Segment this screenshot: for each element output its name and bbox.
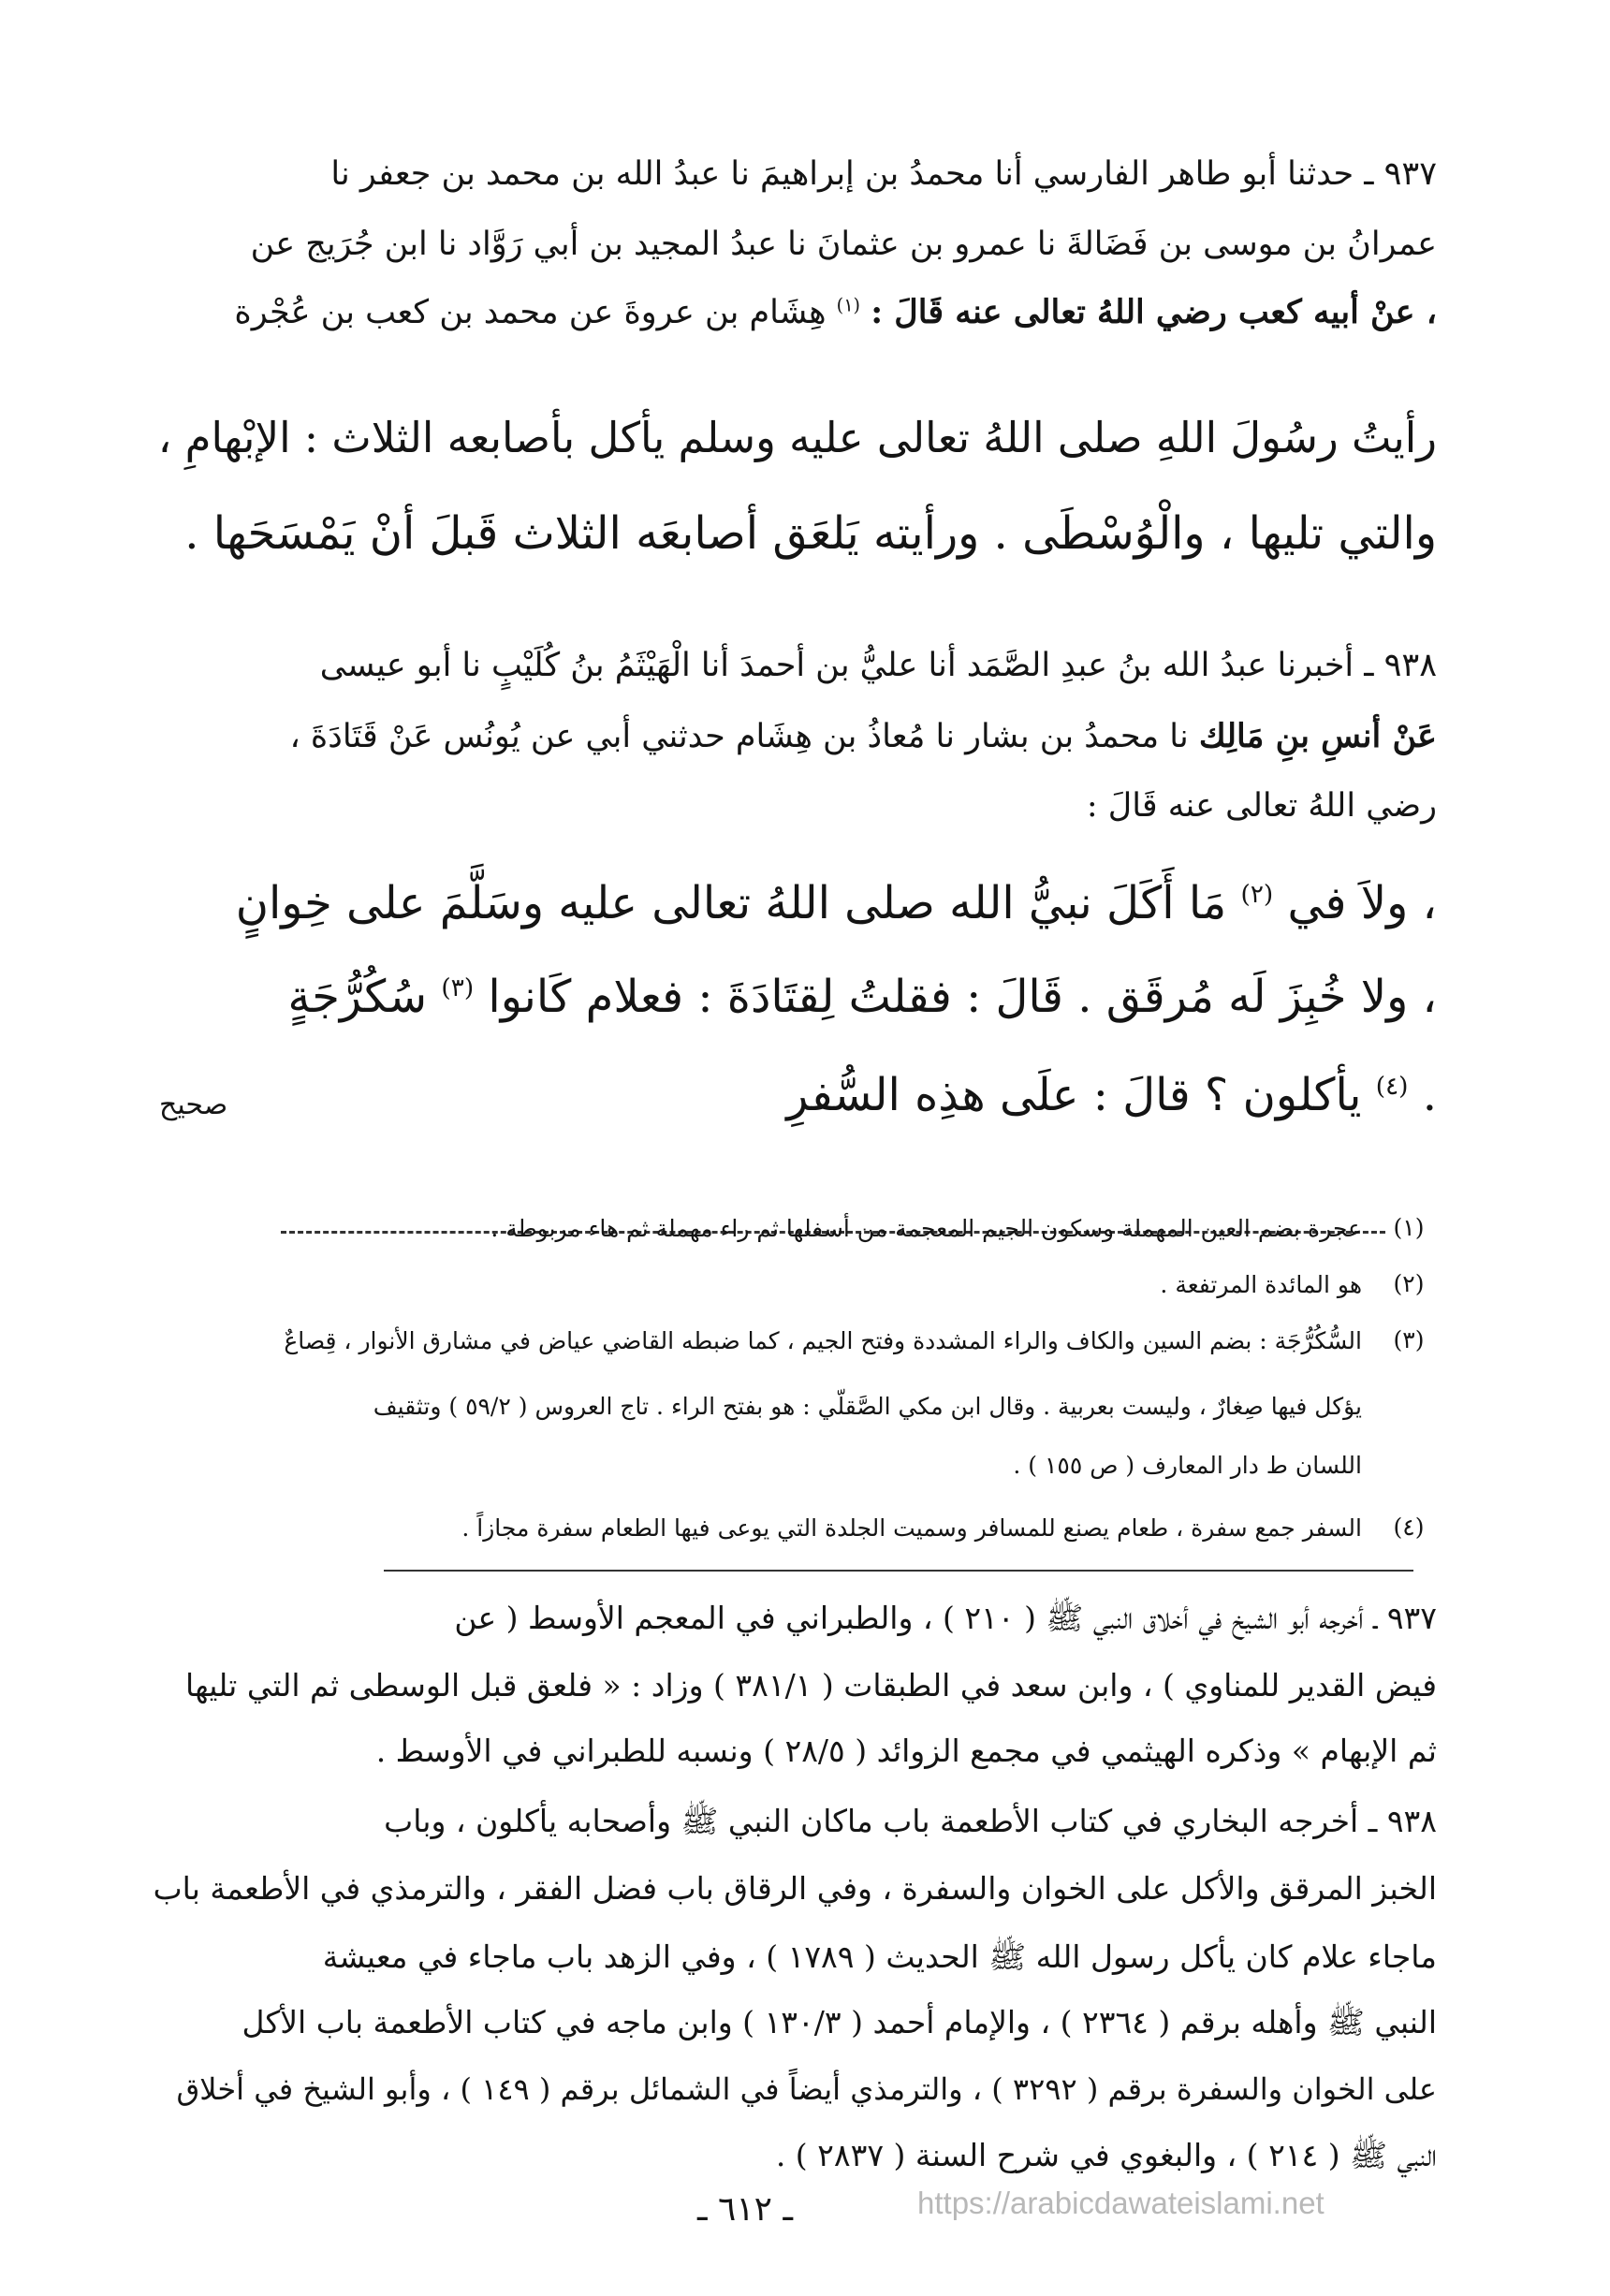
hadith-938-matn-line-1 (236, 875, 1437, 931)
hadith-938-matn-line-2 (287, 969, 1437, 1025)
matn-part-3: ، ولاَ في (1287, 877, 1437, 929)
watermark-url: https://arabicdawateislami.net (917, 2186, 1325, 2220)
hadith-937-matn-line-2: والتي تليها ، والْوُسْطَى . ورأيته يَلعَق أصابعَه الثلاث قَبلَ أنْ يَمْسَحَها . (184, 507, 1437, 560)
footnote-ref-3: (٣) (441, 973, 475, 1002)
footnote-1-number: (١) (1393, 1214, 1425, 1241)
footnote-3-line-3: اللسان ط دار المعارف ( ص ١٥٥ ) . (1013, 1452, 1362, 1479)
grade-label: صحيح (159, 1089, 228, 1121)
footnote-ref-4: (٤) (1375, 1072, 1409, 1101)
matn-part-9: . (1422, 1069, 1437, 1121)
hadith-937-chain-end: ، عنْ أبيه كعب رضي اللهُ تعالى عنه قَالَ : (871, 293, 1437, 331)
footnote-3-number: (٣) (1393, 1326, 1425, 1353)
matn-part-1: مَا أَكَلَ نبيُّ الله صلى اللهُ تعالى عليه وسَلَّمَ على خِوانٍ (235, 877, 1227, 929)
takhrij-line-7: النبي ﷺ وأهله برقم ( ٢٣٦٤ ) ، والإمام أحمد ( ١٣٠/٣ ) وابن ماجه في كتاب الأطعمة باب الأكل (242, 2004, 1437, 2040)
footnote-ref-1: (١) (836, 294, 861, 316)
takhrij-line-8: على الخوان والسفرة برقم ( ٣٢٩٢ ) ، والترمذي أيضاً في الشمائل برقم ( ١٤٩ ) ، وأبو الشيخ في أخلاق (176, 2071, 1437, 2107)
matn-part-6: ، ولا خُبِزَ لَه مُرقَق . قَالَ : فقلتُ لِقتَادَةَ : فعلام كَانوا (488, 971, 1437, 1023)
takhrij-line-5: الخبز المرقق والأكل على الخوان والسفرة ، وفي الرقاق باب فضل الفقر ، والترمذي في الأطعمة باب (153, 1870, 1437, 1907)
hadith-937-chain: هِشَام بن عروةَ عن محمد بن كعب بن عُجْرة (234, 294, 827, 331)
takhrij-line-4: ٩٣٨ ـ أخرجه البخاري في كتاب الأطعمة باب ماكان النبي ﷺ وأصحابه يأكلون ، وباب (384, 1803, 1437, 1839)
hadith-937-line-1: ٩٣٧ ـ حدثنا أبو طاهر الفارسي أنا محمدُ بن إبراهيمَ نا عبدُ الله بن محمد بن جعفر نا (330, 155, 1437, 193)
footnote-3-line-2: يؤكل فيها صِغارٌ ، وليست بعربية . وقال ابن مكي الصَّقلّي : هو بفتح الراء . تاج العروس ( ٥٩/٢ ) وتثقيف (373, 1393, 1362, 1420)
footnote-ref-2: (٢) (1240, 880, 1274, 909)
hadith-938-line-2 (289, 716, 1437, 758)
footnote-3-line-1: السُّكُرُّجَة : بضم السين والكاف والراء المشددة وفتح الجيم ، كما ضبطه القاضي عياض في مشارق الأنوار ، قِصاعٌ (284, 1327, 1362, 1354)
takhrij-line-2: فيض القدير للمناوي ) ، وابن سعد في الطبقات ( ٣٨١/١ ) وزاد : « فلعق قبل الوسطى ثم التي تليها (185, 1667, 1437, 1704)
matn-part-7: يأكلون ؟ قالَ : علَى هذِه السُّفرِ (786, 1069, 1362, 1121)
takhrij-line-9: النبي ﷺ ( ٢١٤ ) ، والبغوي في شرح السنة ( ٢٨٣٧ ) . (775, 2137, 1437, 2173)
hadith-938-line-1: ٩٣٨ ـ أخبرنا عبدُ الله بنُ عبدِ الصَّمَد أنا عليُّ بن أحمدَ أنا الْهَيْثَمُ بنُ كُلَيْبٍ نا أبو عيسى (319, 647, 1437, 684)
hadith-937-matn-line-1: رأيتُ رسُولَ اللهِ صلى اللهُ تعالى عليه وسلم يأكل بأصابعه الثلاث : الإبْهامِ ، (157, 413, 1437, 462)
footnote-2-number: (٢) (1393, 1270, 1425, 1297)
hadith-938-line-3: رضي اللهُ تعالى عنه قَالَ : (1086, 787, 1437, 825)
matn-part-4: سُكُرُّجَةٍ (287, 971, 428, 1023)
hadith-938-chain: نا محمدُ بن بشار نا مُعاذُ بن هِشَام حدثني أبي عن يُونُس عَنْ قَتَادَةَ ، (289, 718, 1189, 755)
takhrij-line-6: ماجاء علام كان يأكل رسول الله ﷺ الحديث ( ١٧٨٩ ) ، وفي الزهد باب ماجاء في معيشة (322, 1938, 1437, 1975)
narrator-anas: عَنْ أنسِ بنِ مَالِك (1198, 717, 1437, 755)
hadith-937-line-2: عمرانُ بن موسى بن فَضَالةَ نا عمرو بن عثمانَ نا عبدُ المجيد بن أبي رَوَّاد نا ابن جُرَيج عن (250, 226, 1437, 263)
takhrij-line-3: ثم الإبهام » وذكره الهيثمي في مجمع الزوائد ( ٢٨/٥ ) ونسبه للطبراني في الأوسط . (375, 1733, 1437, 1769)
takhrij-line-1: ٩٣٧ ـ أخرجه أبو الشيخ في أخلاق النبي ﷺ ( ٢١٠ ) ، والطبراني في المعجم الأوسط ( عن (454, 1600, 1437, 1636)
footnote-2-text: هو المائدة المرتفعة . (1160, 1271, 1362, 1298)
hadith-937-line-3 (234, 292, 1437, 334)
footnote-1-text: عجرة بضم العين المهملة وسكون الجيم المعجمة من أسفلها ثم راء مهملة ثم هاء مربوطة . (490, 1215, 1362, 1242)
footnote-4-text: السفر جمع سفرة ، طعام يصنع للمسافر وسميت الجلدة التي يوعى فيها الطعام سفرة مجازاً . (461, 1514, 1362, 1542)
footnote-4-number: (٤) (1393, 1514, 1425, 1541)
page-number: ـ ٦١٢ ـ (697, 2190, 794, 2229)
takhrij-separator (384, 1570, 1413, 1572)
hadith-938-matn-line-3 (786, 1067, 1437, 1123)
